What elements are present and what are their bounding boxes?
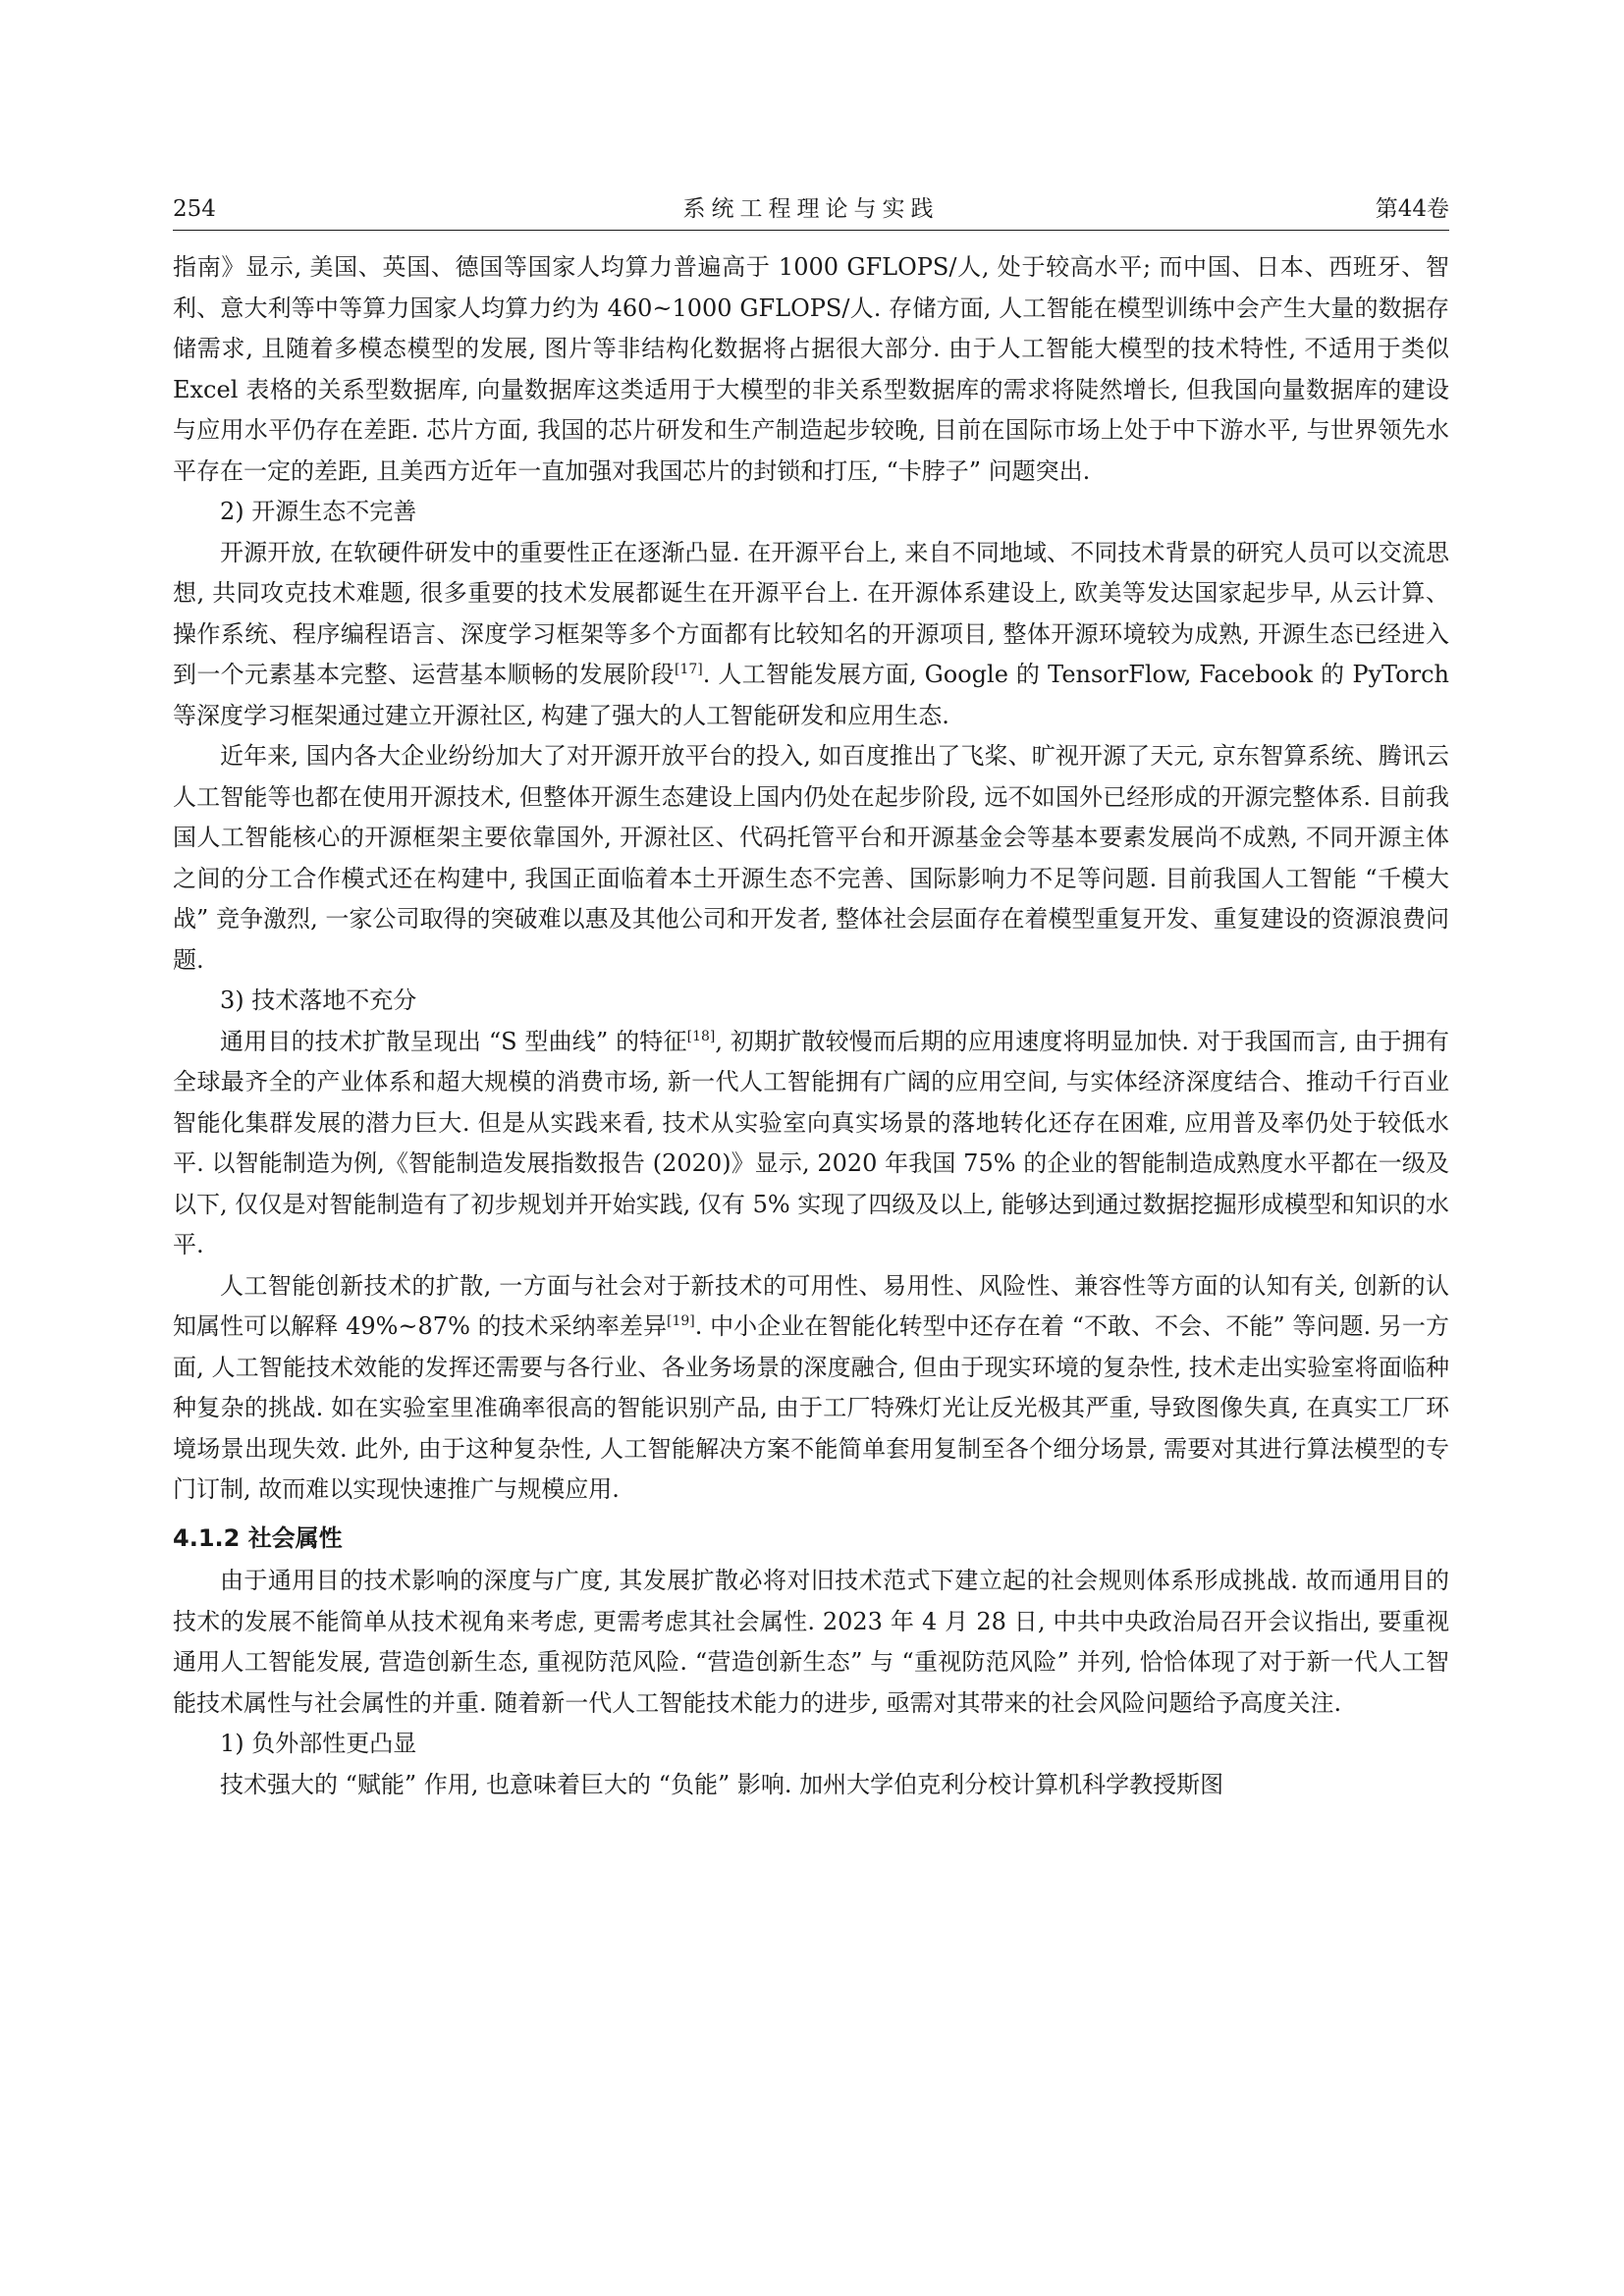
paragraph: 技术强大的 “赋能” 作用, 也意味着巨大的 “负能” 影响. 加州大学伯克利分校计算机科学教授斯图 — [220, 1770, 1224, 1798]
paragraph-text: , 初期扩散较慢而后期的应用速度将明显加快. 对于我国而言, 由于拥有全球最齐全的产业体系和超大规模的消费市场, 新一代人工智能拥有广阔的应用空间, 与实体经济深度结合、推动千行百业智能化集群发展的潜力巨大. 但是从实践来看, 技术从实验室向真实场景的落地转化还存在困难, 应用普及率仍处于较低水平. 以智能制造为例,《智能制造发展指数报告 (2020)》显示, 2020 年我国 75% 的企业的智能制造成熟度水平都在一级及以下, 仅仅是对智能制造有了初步规划并开始实践, 仅有 5% 实现了四级及以上, 能够达到通过数据挖掘形成模型和知识的水平. — [173, 1027, 1449, 1258]
subheading: 2) 开源生态不完善 — [220, 498, 417, 525]
paragraph-text: . 人工智能发展方面, Google 的 TensorFlow, Facebook 的 PyTorch 等深度学习框架通过建立开源社区, 构建了强大的人工智能研发和应用生态. — [173, 661, 1450, 729]
paragraph-text: 通用目的技术扩散呈现出 “S 型曲线” 的特征 — [220, 1027, 687, 1055]
citation[interactable]: [19] — [667, 1313, 695, 1329]
paragraph — [173, 1266, 1449, 1511]
paragraph-text: 开源开放, 在软硬件研发中的重要性正在逐渐凸显. 在开源平台上, 来自不同地域、不同技术背景的研究人员可以交流思想, 共同攻克技术难题, 很多重要的技术发展都诞生在开源平台上. 在开源体系建设上, 欧美等发达国家起步早, 从云计算、操作系统、程序编程语言、深度学习框架等多个方面都有比较知名的开源项目, 整体开源环境较为成熟, 开源生态已经进入到一个元素基本完整、运营基本顺畅的发展阶段 — [173, 538, 1449, 688]
paragraph-text: 人工智能创新技术的扩散, 一方面与社会对于新技术的可用性、易用性、风险性、兼容性等方面的认知有关, 创新的认知属性可以解释 49%~87% 的技术采纳率差异 — [173, 1271, 1449, 1340]
page-number: 254 — [173, 196, 216, 222]
paragraph: 由于通用目的技术影响的深度与广度, 其发展扩散必将对旧技术范式下建立起的社会规则体系形成挑战. 故而通用目的技术的发展不能简单从技术视角来考虑, 更需考虑其社会属性. 2023 年 4 月 28 日, 中共中央政治局召开会议指出, 要重视通用人工智能发展, 营造创新生态, 重视防范风险. “营造创新生态” 与 “重视防范风险” 并列, 恰恰体现了对于新一代人工智能技术属性与社会属性的并重. 随着新一代人工智能技术能力的进步, 亟需对其带来的社会风险问题给予高度关注. — [173, 1567, 1449, 1717]
paragraph-text: . 中小企业在智能化转型中还存在着 “不敢、不会、不能” 等问题. 另一方面, 人工智能技术效能的发挥还需要与各行业、各业务场景的深度融合, 但由于现实环境的复杂性, 技术走出实验室将面临种种复杂的挑战. 如在实验室里准确率很高的智能识别产品, 由于工厂特殊灯光让反光极其严重, 导致图像失真, 在真实工厂环境场景出现失效. 此外, 由于这种复杂性, 人工智能解决方案不能简单套用复制至各个细分场景, 需要对其进行算法模型的专门订制, 故而难以实现快速推广与规模应用. — [173, 1312, 1449, 1503]
volume-label: 第44卷 — [1375, 196, 1449, 222]
paragraph: 指南》显示, 美国、英国、德国等国家人均算力普遍高于 1000 GFLOPS/人, 处于较高水平; 而中国、日本、西班牙、智利、意大利等中等算力国家人均算力约为 460~1000 GFLOPS/人. 存储方面, 人工智能在模型训练中会产生大量的数据存储需求, 且随着多模态模型的发展, 图片等非结构化数据将占据很大部分. 由于人工智能大模型的技术特性, 不适用于类似 Excel 表格的关系型数据库, 向量数据库这类适用于大模型的非关系型数据库的需求将陡然增长, 但我国向量数据库的建设与应用水平仍存在差距. 芯片方面, 我国的芯片研发和生产制造起步较晚, 目前在国际市场上处于中下游水平, 与世界领先水平存在一定的差距, 且美西方近年一直加强对我国芯片的封锁和打压, “卡脖子” 问题突出. — [173, 253, 1449, 485]
paragraph — [173, 533, 1449, 737]
header-rule — [173, 230, 1449, 231]
subheading: 3) 技术落地不充分 — [220, 987, 417, 1014]
paragraph — [173, 1022, 1449, 1266]
subheading: 1) 负外部性更凸显 — [220, 1730, 417, 1757]
citation[interactable]: [17] — [675, 662, 703, 677]
section-heading: 4.1.2 社会属性 — [173, 1523, 343, 1552]
paragraph: 近年来, 国内各大企业纷纷加大了对开源开放平台的投入, 如百度推出了飞桨、旷视开源了天元, 京东智算系统、腾讯云人工智能等也都在使用开源技术, 但整体开源生态建设上国内仍处在起步阶段, 远不如国外已经形成的开源完整体系. 目前我国人工智能核心的开源框架主要依靠国外, 开源社区、代码托管平台和开源基金会等基本要素发展尚不成熟, 不同开源主体之间的分工合作模式还在构建中, 我国正面临着本土开源生态不完善、国际影响力不足等问题. 目前我国人工智能 “千模大战” 竞争激烈, 一家公司取得的突破难以惠及其他公司和开发者, 整体社会层面存在着模型重复开发、重复建设的资源浪费问题. — [173, 742, 1449, 974]
article-body — [173, 247, 1449, 1805]
running-header — [173, 192, 1449, 226]
citation[interactable]: [18] — [686, 1028, 716, 1044]
journal-title: 系统工程理论与实践 — [682, 196, 940, 222]
